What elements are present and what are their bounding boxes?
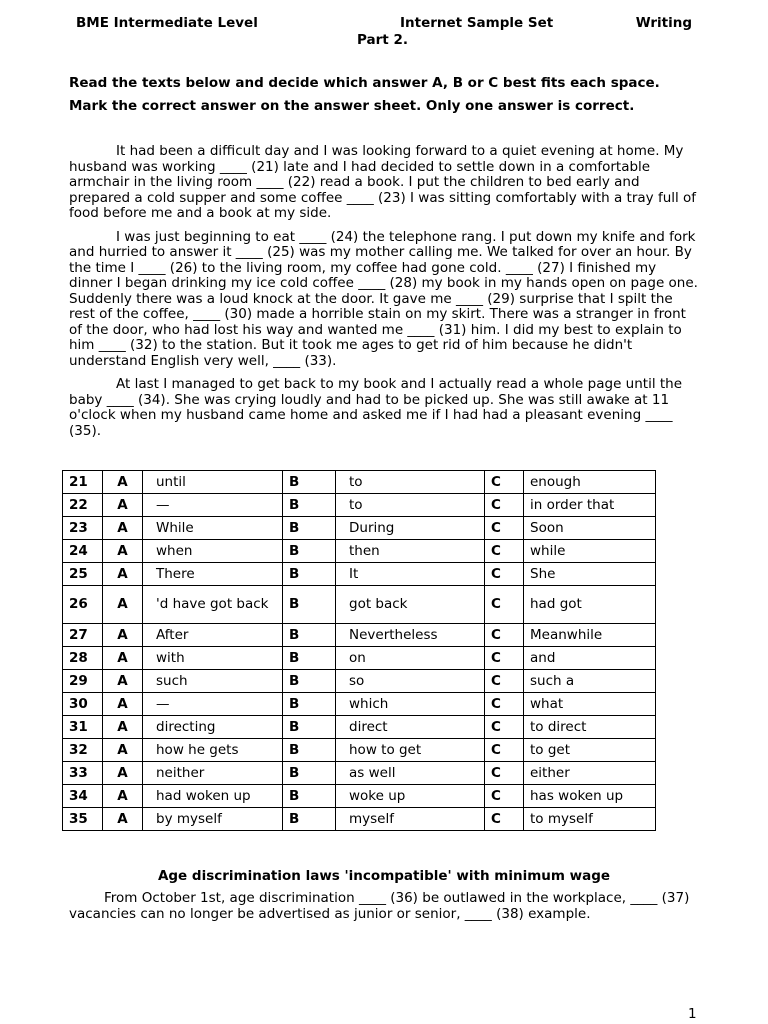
article-passage <box>69 891 701 922</box>
option-a: neither <box>143 762 283 785</box>
option-b: During <box>336 517 485 540</box>
question-number: 25 <box>63 563 103 586</box>
option-letter-b: B <box>283 586 336 624</box>
option-letter-c: C <box>485 808 524 831</box>
option-letter-a: A <box>103 693 143 716</box>
option-a: how he gets <box>143 739 283 762</box>
page-number: 1 <box>688 1006 697 1022</box>
question-row <box>63 670 656 693</box>
option-b: on <box>336 647 485 670</box>
option-b: Nevertheless <box>336 624 485 647</box>
reading-passage <box>69 144 701 447</box>
article-paragraph: From October 1st, age discrimination ____ (36) be outlawed in the workplace, ____ (37) vacancies can no longer be advertised as junior or senior, ____ (38) example. <box>69 890 690 922</box>
option-letter-a: A <box>103 494 143 517</box>
option-letter-a: A <box>103 808 143 831</box>
question-number: 28 <box>63 647 103 670</box>
question-number: 32 <box>63 739 103 762</box>
option-c: and <box>524 647 656 670</box>
question-number: 34 <box>63 785 103 808</box>
option-letter-b: B <box>283 471 336 494</box>
option-b: to <box>336 471 485 494</box>
passage-paragraph: At last I managed to get back to my book and I actually read a whole page until the baby ____ (34). She was crying loudly and had to be picked up. She was still awake at 11 o'clock when my husband came home and asked me if I had had a pleasant evening ____ (35). <box>69 376 683 439</box>
option-letter-b: B <box>283 716 336 739</box>
option-a: with <box>143 647 283 670</box>
question-row <box>63 739 656 762</box>
option-letter-c: C <box>485 693 524 716</box>
header-part: Part 2. <box>357 32 408 48</box>
question-number: 30 <box>63 693 103 716</box>
option-letter-c: C <box>485 563 524 586</box>
option-b: as well <box>336 762 485 785</box>
question-number: 26 <box>63 586 103 624</box>
question-row <box>63 762 656 785</box>
option-c: what <box>524 693 656 716</box>
option-letter-b: B <box>283 563 336 586</box>
option-a: — <box>143 494 283 517</box>
option-c: to get <box>524 739 656 762</box>
option-a: There <box>143 563 283 586</box>
question-row <box>63 785 656 808</box>
option-b: so <box>336 670 485 693</box>
option-c: either <box>524 762 656 785</box>
option-letter-b: B <box>283 540 336 563</box>
option-c: while <box>524 540 656 563</box>
option-a: when <box>143 540 283 563</box>
option-c: to myself <box>524 808 656 831</box>
option-c: enough <box>524 471 656 494</box>
option-letter-a: A <box>103 624 143 647</box>
option-letter-b: B <box>283 762 336 785</box>
question-number: 27 <box>63 624 103 647</box>
option-b: woke up <box>336 785 485 808</box>
question-number: 29 <box>63 670 103 693</box>
question-number: 35 <box>63 808 103 831</box>
option-letter-c: C <box>485 670 524 693</box>
question-row <box>63 716 656 739</box>
question-row <box>63 471 656 494</box>
option-b: direct <box>336 716 485 739</box>
option-letter-c: C <box>485 716 524 739</box>
question-row <box>63 517 656 540</box>
option-c: Soon <box>524 517 656 540</box>
option-b: It <box>336 563 485 586</box>
article-title <box>0 868 768 884</box>
option-letter-a: A <box>103 586 143 624</box>
option-a: until <box>143 471 283 494</box>
option-letter-a: A <box>103 471 143 494</box>
header-level: BME Intermediate Level <box>76 15 258 31</box>
option-letter-c: C <box>485 762 524 785</box>
question-row <box>63 647 656 670</box>
option-letter-a: A <box>103 517 143 540</box>
passage-paragraph: I was just beginning to eat ____ (24) the telephone rang. I put down my knife and fork and hurried to answer it ____ (25) was my mother calling me. We talked for over an hour. By the time I ____ (26) to the living room, my coffee had gone cold. ____ (27) I finished my dinner I began drinking my ice cold coffee ____ (28) my book in my hands open on page one. Suddenly there was a loud knock at the door. It gave me ____ (29) surprise that I spilt the rest of the coffee, ____ (30) made a horrible stain on my skirt. There was a stranger in front of the door, who had lost his way and wanted me ____ (31) him. I did my best to explain to him ____ (32) to the station. But it took me ages to get rid of him because he didn't understand English very well, ____ (33). <box>69 228 698 369</box>
option-letter-c: C <box>485 647 524 670</box>
option-letter-a: A <box>103 563 143 586</box>
question-row <box>63 494 656 517</box>
option-a: had woken up <box>143 785 283 808</box>
option-a: — <box>143 693 283 716</box>
option-b: to <box>336 494 485 517</box>
option-letter-a: A <box>103 762 143 785</box>
option-b: then <box>336 540 485 563</box>
option-letter-b: B <box>283 670 336 693</box>
answer-options-table <box>62 470 656 831</box>
question-row <box>63 563 656 586</box>
header-set: Internet Sample Set <box>400 15 554 31</box>
option-a: 'd have got back <box>143 586 283 624</box>
option-letter-c: C <box>485 624 524 647</box>
header-skill: Writing <box>635 15 692 31</box>
option-letter-c: C <box>485 471 524 494</box>
question-row <box>63 693 656 716</box>
option-a: directing <box>143 716 283 739</box>
question-row <box>63 808 656 831</box>
question-row <box>63 624 656 647</box>
option-c: She <box>524 563 656 586</box>
question-number: 24 <box>63 540 103 563</box>
option-a: by myself <box>143 808 283 831</box>
question-number: 22 <box>63 494 103 517</box>
option-letter-b: B <box>283 494 336 517</box>
option-letter-b: B <box>283 647 336 670</box>
option-b: how to get <box>336 739 485 762</box>
passage-paragraph: It had been a difficult day and I was looking forward to a quiet evening at home. My husband was working ____ (21) late and I had decided to settle down in a comfortable armchair in the living room ____ (22) read a book. I put the children to bed early and prepared a cold supper and some coffee ____ (23) I was sitting comfortably with a tray full of food before me and a book at my side. <box>69 143 697 221</box>
option-letter-a: A <box>103 540 143 563</box>
option-letter-c: C <box>485 517 524 540</box>
question-number: 21 <box>63 471 103 494</box>
option-letter-b: B <box>283 785 336 808</box>
question-number: 33 <box>63 762 103 785</box>
option-c: had got <box>524 586 656 624</box>
option-c: Meanwhile <box>524 624 656 647</box>
option-letter-b: B <box>283 739 336 762</box>
option-a: such <box>143 670 283 693</box>
instructions <box>69 75 709 121</box>
option-b: which <box>336 693 485 716</box>
option-b: myself <box>336 808 485 831</box>
option-letter-a: A <box>103 785 143 808</box>
option-c: such a <box>524 670 656 693</box>
option-letter-b: B <box>283 808 336 831</box>
instruction-line: Read the texts below and decide which answer A, B or C best fits each space. <box>69 75 660 91</box>
option-letter-a: A <box>103 739 143 762</box>
option-letter-b: B <box>283 517 336 540</box>
option-letter-b: B <box>283 624 336 647</box>
instruction-line: Mark the correct answer on the answer sheet. Only one answer is correct. <box>69 98 635 114</box>
option-c: has woken up <box>524 785 656 808</box>
option-c: in order that <box>524 494 656 517</box>
option-letter-b: B <box>283 693 336 716</box>
option-letter-c: C <box>485 494 524 517</box>
option-b: got back <box>336 586 485 624</box>
question-row <box>63 540 656 563</box>
article-title-text: Age discrimination laws 'incompatible' with minimum wage <box>157 868 611 884</box>
option-letter-a: A <box>103 647 143 670</box>
option-letter-c: C <box>485 785 524 808</box>
option-letter-a: A <box>103 716 143 739</box>
question-row <box>63 586 656 624</box>
option-letter-a: A <box>103 670 143 693</box>
question-number: 23 <box>63 517 103 540</box>
option-letter-c: C <box>485 540 524 563</box>
option-letter-c: C <box>485 586 524 624</box>
option-a: While <box>143 517 283 540</box>
option-c: to direct <box>524 716 656 739</box>
option-letter-c: C <box>485 739 524 762</box>
option-a: After <box>143 624 283 647</box>
question-number: 31 <box>63 716 103 739</box>
